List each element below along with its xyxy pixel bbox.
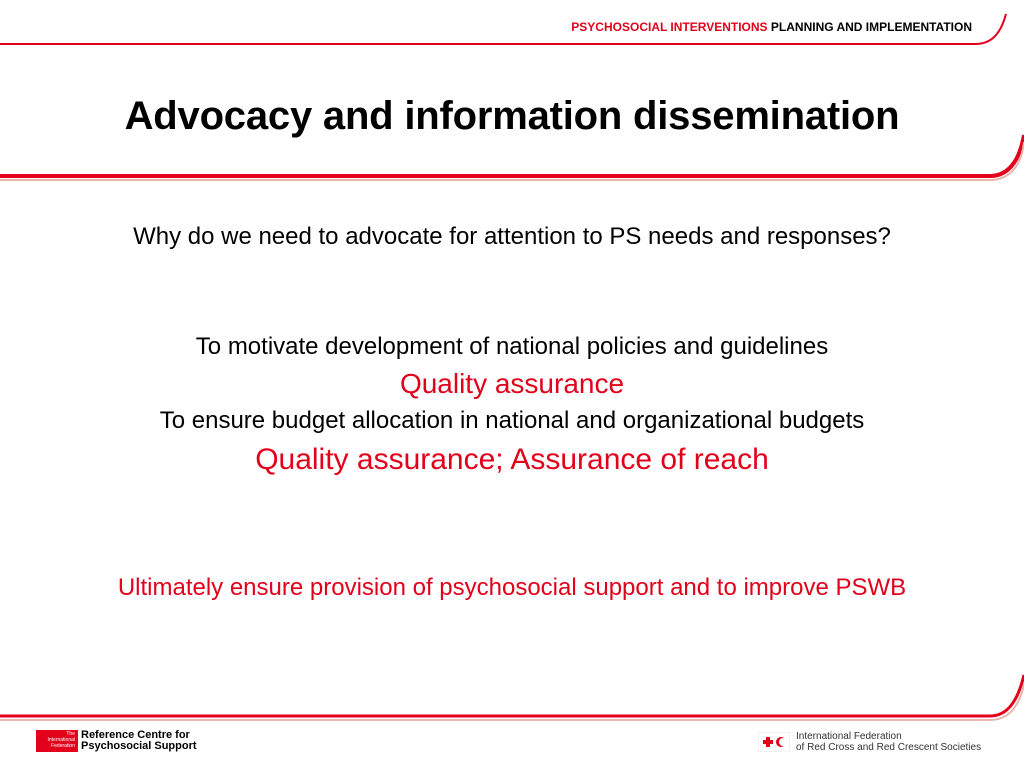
ifrc-text [796, 731, 981, 753]
body-line-budget: To ensure budget allocation in national and organizational budgets [159, 407, 865, 434]
ifrc-line1: International Federation [796, 731, 902, 742]
ifrc-line2: of Red Cross and Red Crescent Societies [796, 742, 982, 753]
red-cross-crescent-icon [758, 732, 790, 752]
body-line-policies: To motivate development of national policies and guidelines [195, 333, 829, 360]
body-line-reach: Quality assurance; Assurance of reach [255, 443, 769, 476]
header-accent-text: PSYCHOSOCIAL INTERVENTIONS [571, 20, 768, 34]
title-swoosh-shadow [0, 142, 1024, 180]
footer-swoosh-shadow [0, 684, 1024, 720]
title-swoosh-line [0, 135, 1024, 176]
reference-centre-text [81, 730, 197, 752]
slide-title: Advocacy and information dissemination [124, 94, 900, 138]
reference-centre-line2: Psychosocial Support [81, 740, 197, 752]
reference-centre-line1: Reference Centre for [81, 729, 190, 741]
footer-swoosh-line [0, 675, 1024, 716]
ifrc-logo [758, 731, 981, 753]
conclusion-text: Ultimately ensure provision of psychosocial support and to improve PSWB [117, 574, 907, 601]
ifrc-red-box-logo: The International Federation [36, 730, 78, 752]
body-line-quality-assurance: Quality assurance [399, 368, 625, 399]
header-banner [0, 20, 972, 34]
reference-centre-logo [36, 729, 197, 753]
question-text: Why do we need to advocate for attention to PS needs and responses? [133, 223, 891, 250]
header-rest-text: PLANNING AND IMPLEMENTATION [767, 20, 972, 34]
